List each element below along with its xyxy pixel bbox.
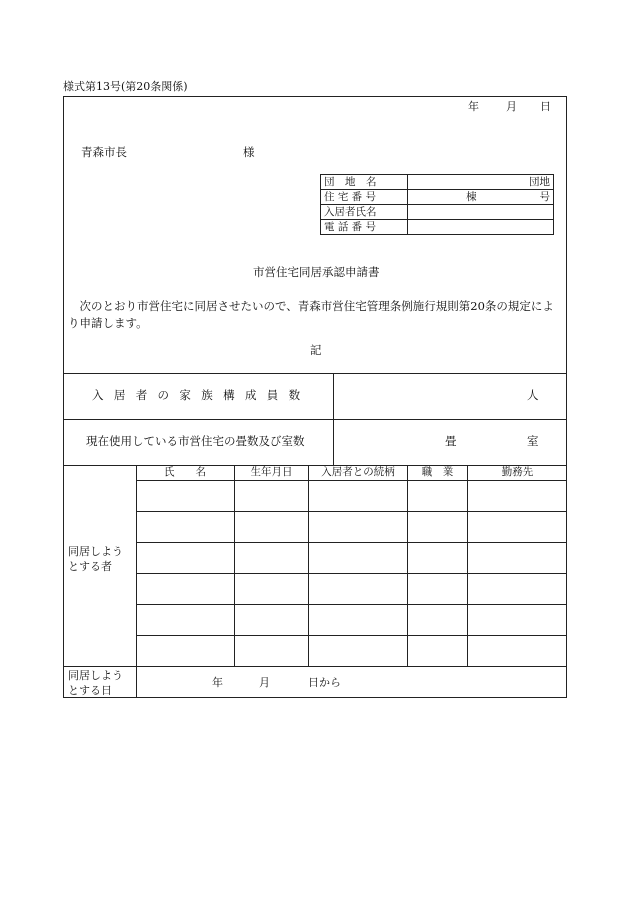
date-day: 日 (540, 100, 551, 113)
date-year: 年 (468, 100, 479, 113)
row-house-number (321, 190, 554, 205)
start-date-day-from: 日から (308, 676, 341, 689)
cell-occupation[interactable] (408, 512, 468, 543)
table-row (136, 481, 567, 512)
col-name: 氏 名 (136, 465, 235, 481)
table-row (136, 636, 567, 667)
row-danchi (321, 175, 554, 190)
family-count-label: 入居者の家族構成員数 (92, 388, 311, 402)
col-birthdate: 生年月日 (235, 465, 309, 481)
unit-go: 号 (539, 191, 550, 203)
application-body: 次のとおり市営住宅に同居させたいので、青森市営住宅管理条例施行規則第20条の規定により申請します。 (68, 299, 554, 330)
cell-birthdate[interactable] (235, 605, 309, 636)
cell-relationship[interactable] (309, 574, 408, 605)
cell-relationship[interactable] (309, 543, 408, 574)
cell-occupation[interactable] (408, 574, 468, 605)
family-count-unit: 人 (527, 388, 539, 402)
start-date-label: 同居しよう とする日 (68, 669, 123, 697)
value-resident-name[interactable] (408, 205, 554, 220)
ki-mark: 記 (310, 343, 322, 357)
label-house-number: 住 宅 番 号 (321, 190, 408, 205)
table-row (136, 605, 567, 636)
cell-birthdate[interactable] (235, 636, 309, 667)
cell-birthdate[interactable] (235, 574, 309, 605)
cell-name[interactable] (136, 543, 235, 574)
cell-birthdate[interactable] (235, 543, 309, 574)
cohabitants-label: 同居しよう とする者 (68, 545, 123, 573)
rooms-label: 現在使用している市営住宅の畳数及び室数 (86, 434, 305, 448)
cell-workplace[interactable] (468, 481, 568, 512)
col-relationship: 入居者との続柄 (309, 465, 408, 481)
divider-4 (63, 666, 567, 667)
value-phone[interactable] (408, 220, 554, 235)
cell-relationship[interactable] (309, 512, 408, 543)
cell-relationship[interactable] (309, 605, 408, 636)
cell-name[interactable] (136, 605, 235, 636)
value-danchi[interactable]: 団地 (408, 175, 554, 190)
cohabitants-table (136, 465, 567, 667)
cell-workplace[interactable] (468, 574, 568, 605)
cohab-header-row (136, 465, 567, 481)
table-row (136, 512, 567, 543)
cell-name[interactable] (136, 512, 235, 543)
cell-name[interactable] (136, 574, 235, 605)
start-date-year: 年 (212, 676, 223, 689)
label-resident-name: 入居者氏名 (321, 205, 408, 220)
divider-1 (63, 373, 567, 374)
cell-birthdate[interactable] (235, 512, 309, 543)
table-row (136, 574, 567, 605)
label-danchi: 団 地 名 (321, 175, 408, 190)
form-number: 様式第13号(第20条関係) (63, 80, 188, 93)
start-date-month: 月 (259, 676, 270, 689)
row-phone (321, 220, 554, 235)
addressee-mayor: 青森市長 (81, 145, 127, 159)
applicant-info-box (320, 174, 554, 235)
form-title: 市営住宅同居承認申請書 (253, 265, 380, 279)
cell-name[interactable] (136, 481, 235, 512)
cell-workplace[interactable] (468, 512, 568, 543)
divider-v1 (333, 373, 334, 465)
cell-relationship[interactable] (309, 636, 408, 667)
table-row (136, 543, 567, 574)
cell-occupation[interactable] (408, 543, 468, 574)
label-phone: 電 話 番 号 (321, 220, 408, 235)
cell-occupation[interactable] (408, 636, 468, 667)
divider-2 (63, 419, 567, 420)
value-house-number[interactable] (408, 190, 554, 205)
date-month: 月 (506, 100, 517, 113)
unit-to: 棟 (466, 191, 477, 203)
cell-birthdate[interactable] (235, 481, 309, 512)
rooms-unit-tatami: 畳 (445, 434, 457, 448)
cell-relationship[interactable] (309, 481, 408, 512)
col-workplace: 勤務先 (468, 465, 568, 481)
rooms-unit-room: 室 (527, 434, 539, 448)
col-occupation: 職 業 (408, 465, 468, 481)
cell-occupation[interactable] (408, 605, 468, 636)
cell-name[interactable] (136, 636, 235, 667)
row-resident-name (321, 205, 554, 220)
cell-workplace[interactable] (468, 543, 568, 574)
cell-occupation[interactable] (408, 481, 468, 512)
cell-workplace[interactable] (468, 605, 568, 636)
addressee-honorific: 様 (243, 145, 255, 159)
cell-workplace[interactable] (468, 636, 568, 667)
